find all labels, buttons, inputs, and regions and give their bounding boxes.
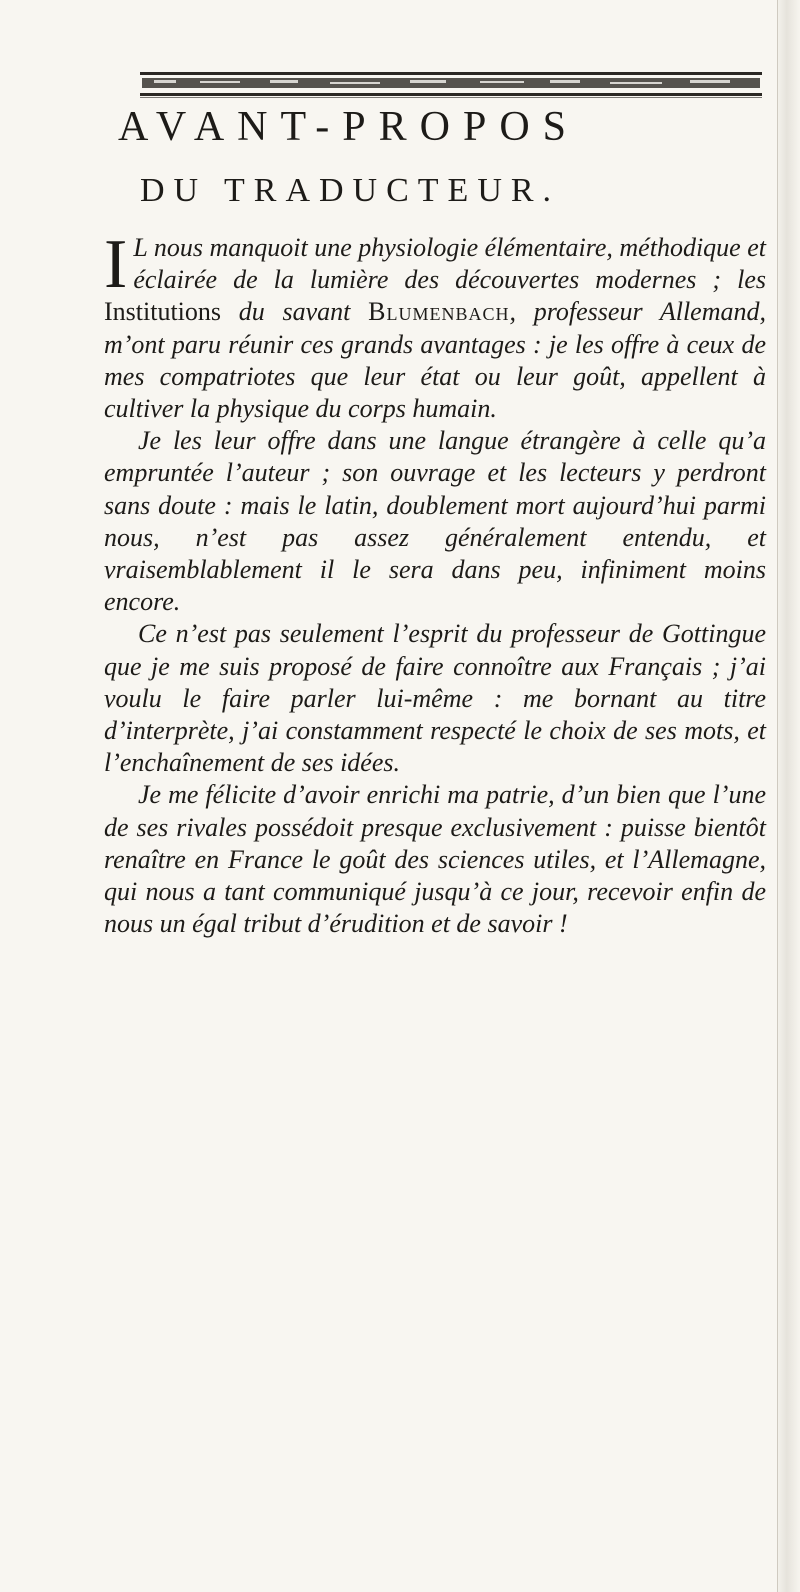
institutions-word: Institutions (104, 297, 222, 327)
body-text (104, 226, 766, 940)
paragraph-1-text-b: du savant (221, 297, 369, 327)
paragraph-2: Je les leur offre dans une langue étrangère à celle qu’a empruntée l’auteur ; son ouvrage et les lecteurs y perdront sans doute : mais le latin, doublement mort aujourd’hui parmi nous, n’est pas assez généralement entendu, et vraisemblablement il le sera dans peu, infiniment moins encore. (104, 426, 766, 617)
paragraph-1-text-a: L nous manquoit une physiologie élémentaire, méthodique et éclairée de la lumière des découvertes modernes ; les (133, 233, 766, 295)
drop-cap: I (104, 226, 128, 303)
paragraph-1-text-c: , professeur Allemand, m’ont paru réunir ces grands avantages : je les offre à ceux de mes compatriotes que leur état ou leur goût, appellent à cultiver la physique du corps humain. (104, 297, 766, 424)
paragraph-3: Ce n’est pas seulement l’esprit du professeur de Gottingue que je me suis proposé de faire connoître aux Français ; j’ai voulu le faire parler lui-même : me bornant au titre d’interprète, j’ai constamment respecté le choix de ses mots, et l’enchaînement de ses idées. (104, 619, 766, 778)
page-edge (777, 0, 800, 1592)
page-title: AVANT-PROPOS (118, 104, 580, 150)
page-subtitle: DU TRADUCTEUR. (140, 172, 561, 209)
paragraph-4: Je me félicite d’avoir enrichi ma patrie, d’un bien que l’une de ses rivales possédoit presque exclusivement : puisse bientôt renaître en France le goût des sciences utiles, et l’Allemagne, qui nous a tant communiqué jusqu’à ce jour, recevoir enfin de nous un égal tribut d’érudition et de savoir ! (104, 780, 766, 939)
header-ornament (140, 72, 762, 100)
author-name: Blumenbach (368, 297, 510, 327)
paragraph-1 (104, 226, 766, 425)
